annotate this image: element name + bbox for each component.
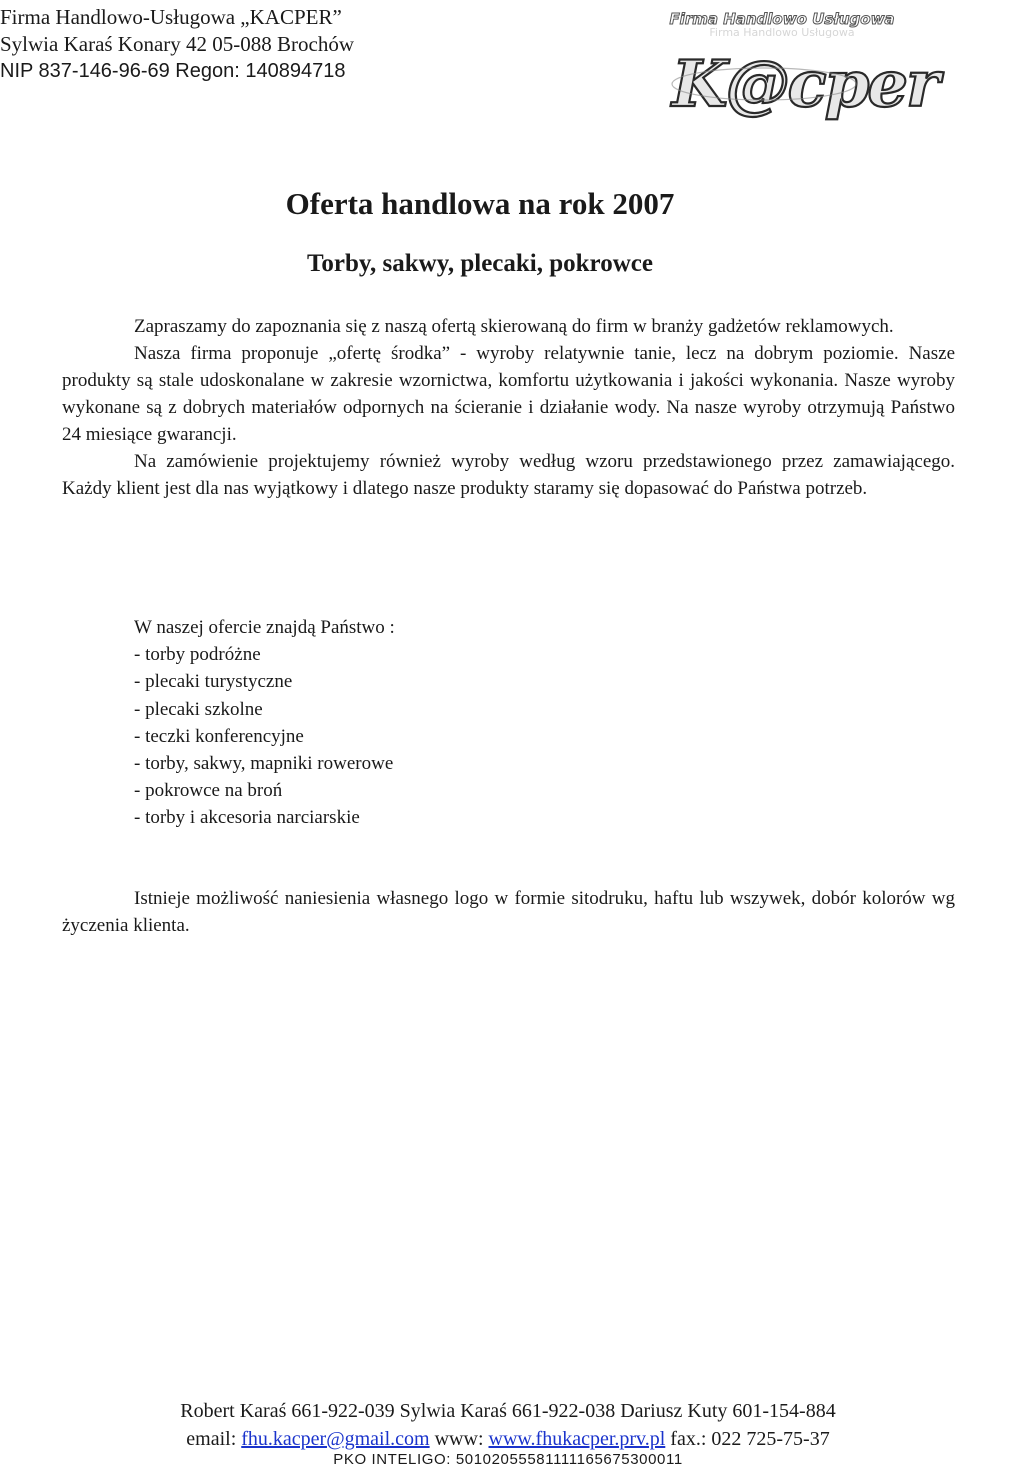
company-header — [0, 4, 640, 85]
intro-text — [62, 313, 955, 502]
company-tax-ids: NIP 837-146-96-69 Regon: 140894718 — [0, 60, 346, 82]
www-label: www: — [434, 1428, 484, 1450]
list-item: - pokrowce na broń — [134, 780, 283, 802]
website-link[interactable]: www.fhukacper.prv.pl — [488, 1428, 666, 1450]
company-name: Firma Handlowo-Usługowa „KACPER” — [0, 5, 342, 29]
company-logo — [664, 2, 938, 122]
paragraph: Istnieje możliwość naniesienia własnego logo w formie sitodruku, haftu lub wszywek, dobór kolorów wg życzenia klienta. — [62, 888, 955, 936]
list-item: - torby, sakwy, mapniki rowerowe — [134, 753, 394, 775]
list-item: - plecaki szkolne — [134, 698, 263, 720]
list-item: - torby podróżne — [134, 644, 261, 666]
contact-footer — [0, 1397, 1016, 1469]
offer-intro: W naszej ofercie znajdą Państwo : — [134, 617, 395, 638]
list-item: - plecaki turystyczne — [134, 671, 293, 693]
paragraph: Zapraszamy do zapoznania się z naszą ofertą skierowaną do firm w branży gadżetów reklamowych. — [134, 316, 894, 337]
paragraph: Nasza firma proponuje „ofertę środka” - wyroby relatywnie tanie, lecz na dobrym poziomie. Nasze produkty są stale udoskonalane w zakresie wzornictwa, komfortu użytkowania i jakości wykonania. Nasze wyroby wykonane są z dobrych materiałów odpornych na ścieranie i działanie wody. Na nasze wyroby otrzymują Państwo 24 miesiące gwarancji. — [62, 343, 955, 445]
email-link[interactable]: fhu.kacper@gmail.com — [241, 1428, 430, 1450]
paragraph: Na zamówienie projektujemy również wyroby według wzoru przedstawionego przez zamawiającego. Każdy klient jest dla nas wyjątkowy i dlatego nasze produkty staramy się dopasować do Państwa potrzeb. — [62, 451, 955, 499]
bank-account: PKO INTELIGO: 50102055581111165675300011 — [333, 1451, 683, 1468]
offer-list — [134, 614, 395, 832]
product-list — [134, 641, 395, 831]
svg-text:Firma Handlowo Usługowa: Firma Handlowo Usługowa — [709, 26, 855, 39]
fax-number: fax.: 022 725-75-37 — [670, 1428, 830, 1450]
svg-text:K@cper: K@cper — [672, 47, 938, 122]
closing-text — [62, 885, 955, 939]
list-item: - torby i akcesoria narciarskie — [134, 807, 360, 829]
email-label: email: — [186, 1428, 237, 1450]
contact-links — [0, 1425, 1016, 1453]
svg-text:Firma Handlowo Usługowa: Firma Handlowo Usługowa — [669, 10, 895, 28]
list-item: - teczki konferencyjne — [134, 725, 304, 747]
page-subtitle: Torby, sakwy, plecaki, pokrowce — [307, 250, 653, 277]
contact-persons: Robert Karaś 661-922-039 Sylwia Karaś 661-922-038 Dariusz Kuty 601-154-884 — [180, 1400, 836, 1422]
company-address: Sylwia Karaś Konary 42 05-088 Brochów — [0, 32, 355, 56]
page-title: Oferta handlowa na rok 2007 — [285, 186, 675, 221]
